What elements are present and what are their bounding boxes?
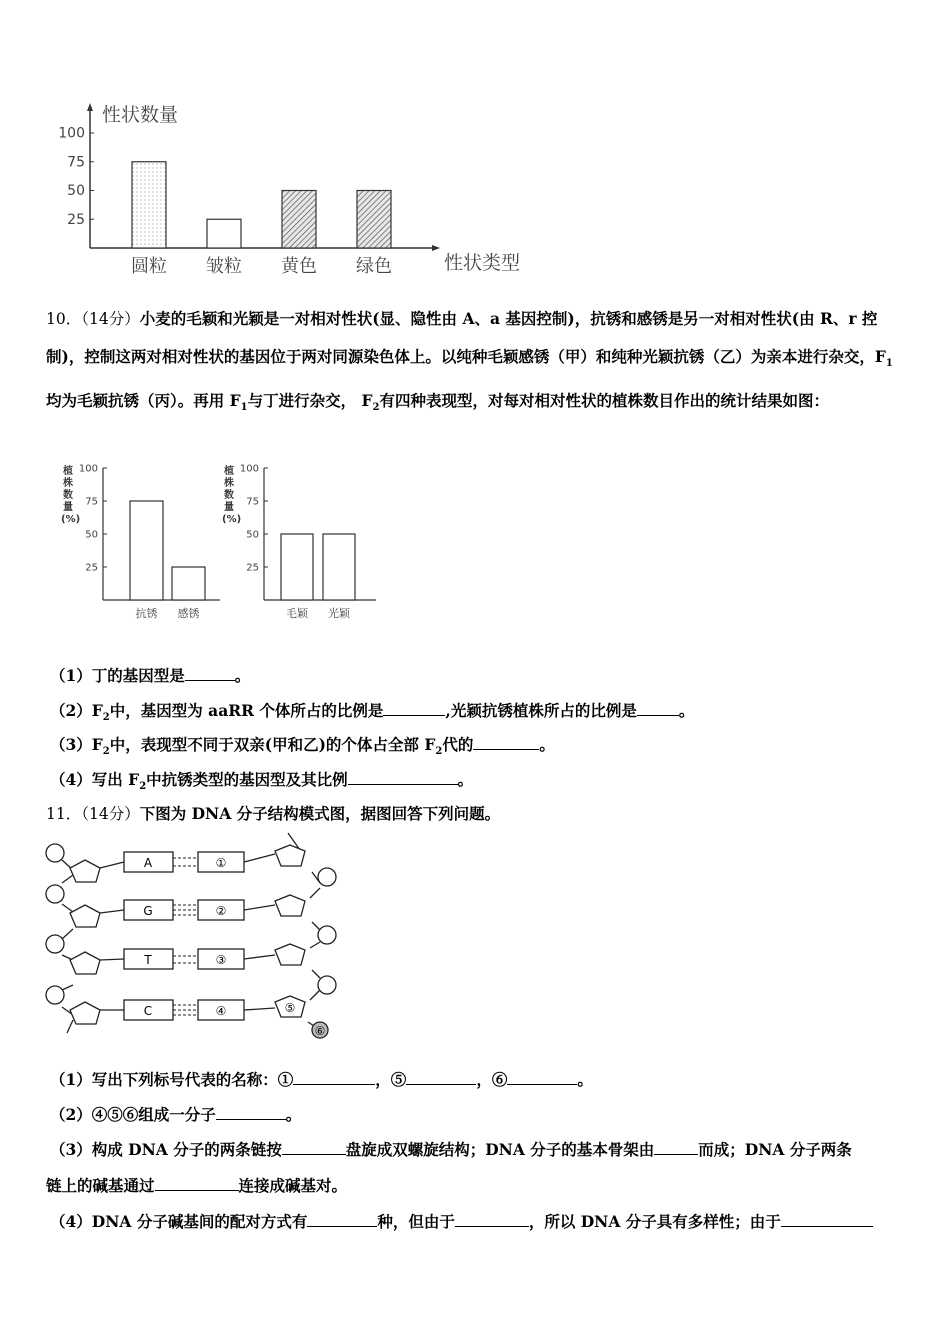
question-text: 有四种表现型，对每对相对性状的植株数目作出的统计结果如图： [379, 391, 830, 411]
subscript: 2 [372, 402, 380, 414]
subscript: 2 [435, 746, 443, 758]
bar [130, 501, 163, 600]
answer-blank[interactable] [155, 1175, 239, 1192]
question-number: 11． [46, 805, 82, 823]
sugar-pentagon [70, 860, 100, 882]
text: ，所以 DNA 分子具有多样性；由于 [528, 1212, 781, 1231]
text: 中，基因型为 aaRR 个体所占的比例是 [109, 701, 384, 720]
text: 。 [457, 770, 474, 789]
base-label: C [143, 1004, 153, 1018]
question-points: （14分） [81, 310, 140, 328]
subscript: 2 [102, 712, 110, 724]
answer-blank[interactable] [455, 1211, 529, 1228]
answer-blank[interactable] [406, 1069, 476, 1086]
answer-blank[interactable] [473, 734, 539, 751]
y-tick-label: 50 [85, 529, 98, 541]
y-axis-label: 性状数量 [102, 104, 179, 126]
question-points: （14分） [81, 805, 140, 823]
text: （1）丁的基因型是 [50, 666, 185, 685]
bar [172, 567, 205, 600]
phosphate-circle [318, 926, 336, 944]
category-label: 黄色 [281, 256, 317, 277]
dna-structure-diagram [40, 830, 340, 1042]
y-tick-label: 100 [239, 463, 259, 475]
text: ，⑥ [476, 1070, 508, 1089]
sugar-pentagon [275, 944, 305, 965]
y-tick-label: 25 [85, 562, 98, 574]
category-label: 绿色 [356, 256, 392, 277]
bar [132, 162, 166, 248]
text: （2）④⑤⑥组成一分子 [50, 1105, 216, 1124]
y-tick-label: 25 [67, 211, 85, 228]
q11-subquestion-4 [50, 1210, 873, 1232]
answer-blank[interactable] [781, 1211, 873, 1228]
text: 链上的碱基通过 [46, 1176, 155, 1195]
text: （1）写出下列标号代表的名称：① [50, 1070, 294, 1089]
answer-blank[interactable] [348, 769, 458, 786]
pea-trait-chart [40, 95, 560, 280]
question-text: 下图为 DNA 分子结构模式图，据图回答下列问题。 [139, 804, 501, 823]
y-axis-label: 植株数量(%) [61, 466, 81, 525]
subscript: 1 [885, 358, 893, 370]
y-tick-label: 50 [246, 529, 259, 541]
y-tick-label: 75 [246, 496, 259, 508]
question-text: 与丁进行杂交， F [247, 391, 373, 411]
text: （4）DNA 分子碱基间的配对方式有 [50, 1212, 308, 1231]
text: 而成；DNA 分子两条 [698, 1140, 852, 1159]
text: 。 [234, 666, 251, 685]
glume-hair-chart [218, 458, 388, 628]
y-tick-label: 50 [67, 183, 85, 200]
base-label: T [144, 953, 152, 967]
number-label: ① [215, 856, 227, 870]
answer-blank[interactable] [216, 1104, 286, 1121]
text: （2）F [50, 701, 103, 720]
answer-blank[interactable] [293, 1069, 375, 1086]
subscript: 2 [102, 746, 110, 758]
category-label: 抗锈 [135, 607, 158, 620]
sugar-pentagon [275, 895, 305, 916]
bar [357, 191, 391, 249]
y-tick-label: 75 [67, 154, 85, 171]
category-label: 皱粒 [206, 256, 242, 277]
text: 。 [285, 1105, 302, 1124]
phosphate-circle [46, 844, 64, 862]
answer-blank[interactable] [637, 700, 679, 717]
phosphate-circle [318, 976, 336, 994]
phosphate-circle [318, 868, 336, 886]
answer-blank[interactable] [307, 1211, 377, 1228]
text: 中抗锈类型的基因型及其比例 [146, 770, 348, 789]
bar [282, 191, 316, 249]
q11-subquestion-2 [50, 1103, 301, 1125]
sugar-pentagon [275, 845, 305, 866]
x-axis-label: 性状类型 [444, 252, 521, 274]
text: ,光颖抗锈植株所占的比例是 [445, 701, 637, 720]
y-axis-arrow [87, 103, 93, 111]
answer-blank[interactable] [282, 1139, 346, 1156]
y-tick-label: 100 [58, 125, 85, 142]
text: （3）F [50, 735, 103, 754]
text: （4）写出 F [50, 770, 140, 789]
text: 。 [577, 1070, 593, 1089]
text: 种，但由于 [377, 1212, 455, 1231]
question-text: 小麦的毛颖和光颖是一对相对性状(显、隐性由 A、a 基因控制)，抗锈和感锈是另一对相对性状(由 R、r 控制)，控制这两对相对性状的基因位于两对同源染色体上。以纯种毛颖感锈（甲）和纯种光颖抗锈（乙）为亲本进行杂交，F [46, 309, 886, 366]
category-label: 圆粒 [131, 256, 167, 277]
text: 。 [539, 735, 555, 754]
phosphate-circle [46, 935, 64, 953]
answer-blank[interactable] [185, 665, 235, 682]
y-axis-label: 植株数量(%) [222, 466, 242, 525]
text: ，⑤ [375, 1070, 407, 1089]
base-label: G [143, 904, 153, 918]
bar [281, 534, 313, 600]
category-label: 感锈 [177, 607, 200, 620]
question-11 [46, 802, 500, 824]
phosphate-label: ⑥ [314, 1024, 326, 1038]
sugar-pentagon [70, 952, 100, 974]
category-label: 光颖 [328, 607, 350, 620]
text: 中，表现型不同于双亲(甲和乙)的个体占全部 F [109, 735, 436, 754]
answer-blank[interactable] [383, 700, 445, 717]
text: 连接成碱基对。 [238, 1176, 348, 1195]
text: 。 [678, 701, 695, 720]
number-label: ③ [215, 953, 227, 967]
y-tick-label: 100 [78, 463, 98, 475]
answer-blank[interactable] [507, 1069, 577, 1086]
sugar-label: ⑤ [284, 1001, 296, 1015]
text: 盘旋成双螺旋结构；DNA 分子的基本骨架由 [345, 1140, 655, 1159]
rust-resistance-chart [55, 458, 230, 628]
y-tick-label: 25 [246, 562, 259, 574]
number-label: ④ [215, 1004, 227, 1018]
text: （3）构成 DNA 分子的两条链按 [50, 1140, 282, 1159]
q11-subquestion-3-line2 [46, 1174, 347, 1196]
q10-subquestion-2 [50, 699, 694, 723]
q11-subquestion-3-line1 [50, 1138, 852, 1160]
q10-subquestion-1 [50, 664, 250, 686]
number-label: ② [215, 904, 227, 918]
phosphate-circle [46, 986, 64, 1004]
subscript: 1 [240, 402, 248, 414]
q10-subquestion-3 [50, 733, 555, 757]
question-10 [46, 300, 908, 426]
q11-subquestion-1 [50, 1068, 593, 1090]
y-tick-label: 75 [85, 496, 98, 508]
category-label: 毛颖 [286, 607, 308, 620]
question-number: 10． [46, 310, 82, 328]
phosphate-circle [46, 885, 64, 903]
bar [207, 219, 241, 248]
q10-subquestion-4 [50, 768, 473, 792]
text: 代的 [442, 735, 474, 754]
base-label: A [143, 856, 153, 870]
sugar-pentagon [70, 1002, 100, 1024]
x-axis-arrow [432, 245, 440, 251]
bar [323, 534, 355, 600]
answer-blank[interactable] [654, 1139, 698, 1156]
sugar-pentagon [70, 905, 100, 927]
question-text: 均为毛颖抗锈（丙）。再用 F [46, 391, 241, 411]
subscript: 2 [139, 781, 147, 793]
